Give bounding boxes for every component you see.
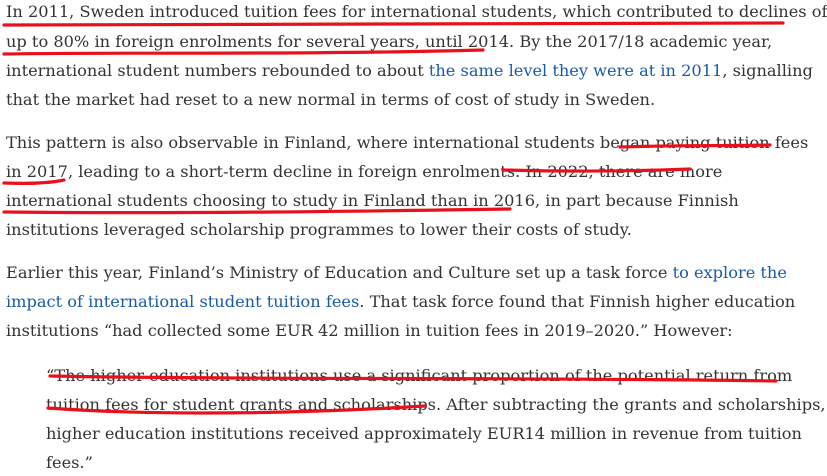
- quote-text: higher education institutions received approximately EUR14 million in revenue from tuition: [46, 424, 802, 443]
- paragraph-text: This pattern is also observable in Finland, where international students began paying tuition fees: [6, 133, 809, 152]
- paragraph-text: institutions leveraged scholarship programmes to lower their costs of study.: [6, 220, 632, 239]
- paragraph-text: up to 80% in foreign enrolments for several years, until 2014. By the 2017/18 academic year,: [6, 32, 773, 51]
- quote-line: [46, 453, 93, 473]
- paragraph-text: in 2017, leading to a short-term decline in foreign enrolments. In 2022, there are more: [6, 162, 723, 181]
- link-explore-impact-continued[interactable]: impact of international student tuition fees: [6, 292, 360, 311]
- paragraph-text: . That task force found that Finnish higher education: [359, 292, 796, 311]
- text-line: [6, 162, 722, 182]
- text-line: [6, 133, 808, 153]
- link-explore-impact[interactable]: to explore the: [672, 263, 787, 282]
- text-line: [6, 32, 772, 52]
- text-line: [6, 191, 739, 211]
- text-line: [6, 61, 813, 81]
- text-line: [6, 2, 827, 22]
- text-line: [6, 263, 787, 283]
- link-same-level-2011[interactable]: the same level they were at in 2011: [428, 61, 723, 80]
- paragraph-text: institutions “had collected some EUR 42 million in tuition fees in 2019–2020.” However:: [6, 321, 733, 340]
- paragraph-text: that the market had reset to a new normal in terms of cost of study in Sweden.: [6, 90, 656, 109]
- text-line: [6, 220, 632, 240]
- text-line: [6, 292, 795, 312]
- paragraph-text: international student numbers rebounded to about: [6, 61, 429, 80]
- paragraph-text: international students choosing to study in Finland than in 2016, in part because Finnish: [6, 191, 739, 210]
- quote-line: [46, 395, 826, 415]
- text-line: [6, 90, 655, 110]
- paragraph-text: Earlier this year, Finland’s Ministry of Education and Culture set up a task force: [6, 263, 673, 282]
- quote-text: fees.”: [46, 453, 93, 472]
- paragraph-text: In 2011, Sweden introduced tuition fees for international students, which contributed to declines of: [6, 2, 827, 21]
- quote-text: “The higher education institutions use a significant proportion of the potential return from: [46, 366, 793, 385]
- quote-line: [46, 366, 792, 386]
- text-line: [6, 321, 733, 341]
- paragraph-text: , signalling: [722, 61, 813, 80]
- quote-text: tuition fees for student grants and scholarships. After subtracting the grants and scholarships,: [46, 395, 826, 414]
- quote-line: [46, 424, 802, 444]
- underline-sweden-1: [4, 23, 783, 26]
